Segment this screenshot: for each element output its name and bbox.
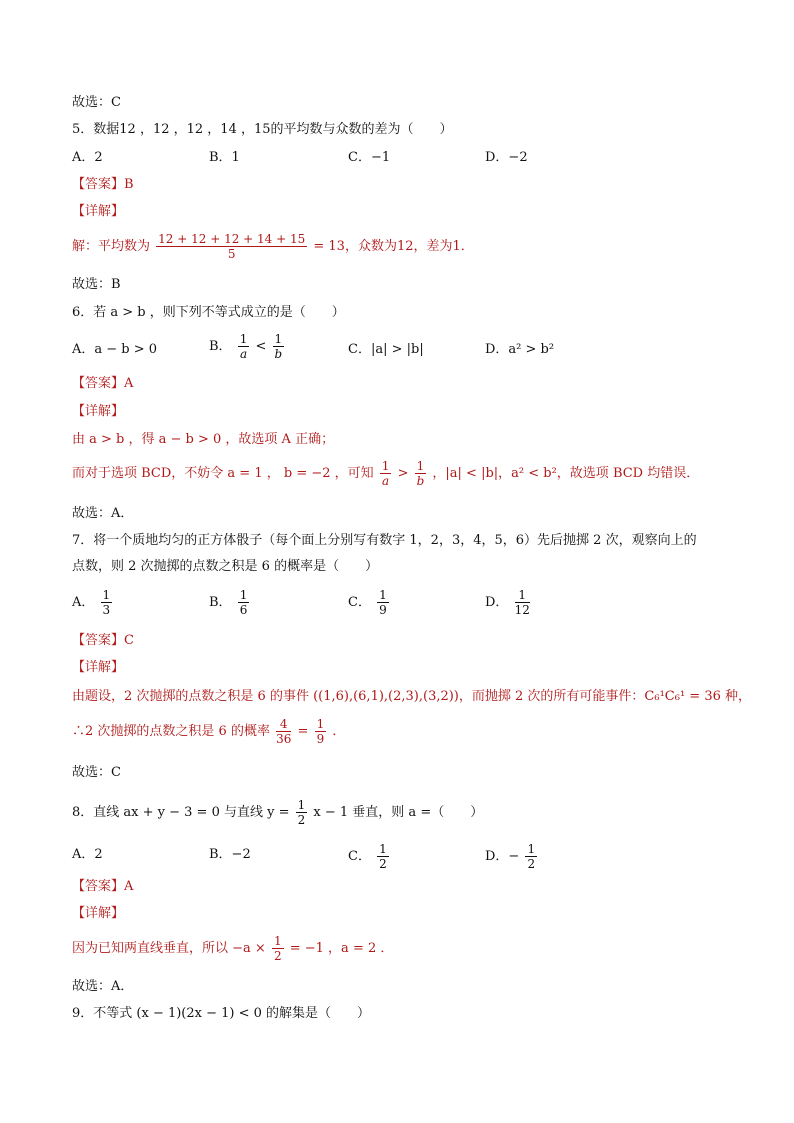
q6-solution2-den2: b (416, 474, 425, 488)
q6-solution2-frac2 (415, 459, 427, 488)
q8-stem-prefix: 8．直线 ax + y − 3 = 0 与直线 y = (72, 805, 290, 820)
q8-option-d-label: D．− (485, 849, 520, 864)
q7-solution2-equals: = (297, 724, 309, 739)
q5-conclusion: 故选：B (72, 277, 121, 292)
q8-option-b: B．−2 (209, 847, 251, 862)
q7-option-d (485, 588, 532, 617)
q8-option-c-num: 1 (379, 842, 387, 856)
q6-solution-line2 (72, 459, 699, 488)
q7-solution-line2 (72, 717, 345, 746)
q8-detail-label: 【详解】 (72, 906, 125, 921)
q6-option-b-frac1 (238, 332, 250, 361)
q8-options (72, 842, 732, 874)
q6-option-b-den1: a (239, 347, 248, 361)
q8-solution-prefix: 因为已知两直线垂直，所以 −a × (72, 941, 266, 956)
q7-option-d-frac (515, 588, 530, 617)
q6-option-b (209, 332, 286, 361)
q8-option-d-frac (525, 842, 537, 871)
q7-option-c-label: C． (348, 595, 371, 610)
q7-option-c-num: 1 (379, 588, 387, 602)
q7-option-c-frac (377, 588, 389, 617)
q7-option-a-den: 3 (102, 603, 111, 617)
q4-conclusion: 故选：C (72, 95, 121, 110)
q6-answer: 【答案】A (72, 376, 134, 391)
q6-solution2-relation: > (397, 466, 409, 481)
q7-option-a-num: 1 (102, 588, 111, 602)
q6-conclusion: 故选：A． (72, 506, 134, 521)
q7-option-b-frac (238, 588, 250, 617)
q7-options (72, 588, 732, 624)
q8-option-d (485, 842, 539, 871)
q6-option-b-relation: < (255, 339, 267, 354)
q8-solution (72, 934, 393, 963)
q8-solution-suffix: = −1 ，a = 2 ． (289, 941, 394, 956)
q8-solution-num: 1 (273, 934, 282, 948)
q6-stem: 6．若 a > b ，则下列不等式成立的是（ ） (72, 305, 345, 320)
q6-option-b-num1: 1 (239, 332, 248, 346)
q7-simplified-num: 1 (316, 717, 325, 731)
q7-option-d-den: 12 (514, 603, 530, 617)
q7-option-b-den: 6 (239, 603, 248, 617)
q8-option-a: A．2 (72, 847, 103, 862)
q8-option-c-frac (377, 842, 389, 871)
q5-answer: 【答案】B (72, 177, 134, 192)
q8-stem-suffix: x − 1 垂直，则 a =（ ） (313, 805, 484, 820)
q6-solution2-num1: 1 (381, 459, 390, 473)
q5-solution-suffix: = 13，众数为12，差为1． (313, 239, 474, 254)
q8-stem (72, 798, 483, 827)
q7-solution-line1: 由题设，2 次抛掷的点数之积是 6 的事件 ((1,6),(6,1),(2,3),(3,2))，而抛掷 2 次的所有可能事件：C₆¹C₆¹ = 36 种， (72, 689, 751, 704)
q9-stem: 9．不等式 (x − 1)(2x − 1) < 0 的解集是（ ） (72, 1006, 371, 1021)
q7-option-a-frac (101, 588, 113, 617)
q7-conclusion: 故选：C (72, 765, 121, 780)
q7-option-b-num: 1 (239, 588, 248, 602)
q7-probability-den: 36 (276, 732, 292, 746)
q7-option-c (348, 588, 391, 617)
q5-solution-prefix: 解：平均数为 (72, 239, 151, 254)
q6-option-b-den2: b (274, 347, 283, 361)
q8-solution-frac (272, 934, 284, 963)
q8-conclusion: 故选：A． (72, 979, 134, 994)
q6-option-b-num2: 1 (274, 332, 283, 346)
q5-option-c: C．−1 (348, 150, 391, 165)
q7-stem-line2: 点数，则 2 次抛掷的点数之积是 6 的概率是（ ） (72, 559, 379, 574)
q8-solution-den: 2 (273, 949, 282, 963)
q8-slope-den: 2 (297, 813, 306, 827)
q8-slope-frac (296, 798, 308, 827)
q6-option-d: D．a² > b² (485, 342, 555, 357)
q6-solution2-suffix: ，|a| < |b|，a² < b²，故选项 BCD 均错误． (432, 466, 700, 481)
q7-simplified-den: 9 (316, 732, 325, 746)
q7-answer: 【答案】C (72, 633, 134, 648)
q6-detail-label: 【详解】 (72, 404, 125, 419)
q6-option-b-frac2 (273, 332, 285, 361)
q7-solution2-suffix: ． (332, 724, 346, 739)
q8-option-c-den: 2 (379, 857, 387, 871)
q8-answer: 【答案】A (72, 879, 134, 894)
q7-option-c-den: 9 (379, 603, 387, 617)
q8-option-d-num: 1 (527, 842, 536, 856)
q5-detail-label: 【详解】 (72, 204, 125, 219)
q6-option-c: C．|a| > |b| (348, 342, 424, 357)
q8-option-d-den: 2 (527, 857, 536, 871)
q7-stem-line1: 7．将一个质地均匀的正方体骰子（每个面上分别写有数字 1，2，3，4，5，6）先后抛掷 2 次，观察向上的 (72, 533, 697, 548)
q7-probability-frac (276, 717, 291, 746)
q5-option-b: B．1 (209, 150, 240, 165)
q6-solution2-den1: a (382, 474, 390, 488)
q5-mean-numerator: 12 + 12 + 12 + 14 + 15 (158, 232, 306, 246)
q6-option-b-label: B． (209, 339, 232, 354)
q7-option-b (209, 588, 251, 617)
q7-option-a-label: A． (72, 595, 95, 610)
q7-option-d-label: D． (485, 595, 509, 610)
q7-option-d-num: 1 (515, 588, 530, 603)
q6-solution2-prefix: 而对于选项 BCD，不妨令 a = 1 ， b = −2 ，可知 (72, 466, 374, 481)
q6-solution2-num2: 1 (416, 459, 425, 473)
q5-mean-denominator: 5 (227, 247, 236, 261)
q7-probability-num: 4 (276, 717, 291, 732)
q7-detail-label: 【详解】 (72, 660, 125, 675)
q8-option-c (348, 842, 391, 871)
q5-mean-fraction (156, 232, 307, 261)
q5-stem: 5．数据12 ，12 ，12 ，14 ，15的平均数与众数的差为（ ） (72, 122, 453, 137)
q7-option-a (72, 588, 114, 617)
q5-option-d: D．−2 (485, 150, 528, 165)
q8-slope-num: 1 (297, 798, 306, 812)
q7-solution2-prefix: ∴2 次抛掷的点数之积是 6 的概率 (72, 724, 270, 739)
q5-option-a: A．2 (72, 150, 103, 165)
q6-solution-line1: 由 a > b ，得 a − b > 0 ，故选项 A 正确； (72, 432, 335, 447)
q7-option-b-label: B． (209, 595, 232, 610)
q6-option-a: A．a − b > 0 (72, 342, 158, 357)
q7-probability-simplified (315, 717, 327, 746)
q5-solution (72, 232, 474, 261)
q6-solution2-frac1 (380, 459, 392, 488)
q6-options (72, 332, 732, 368)
q8-option-c-label: C． (348, 849, 371, 864)
